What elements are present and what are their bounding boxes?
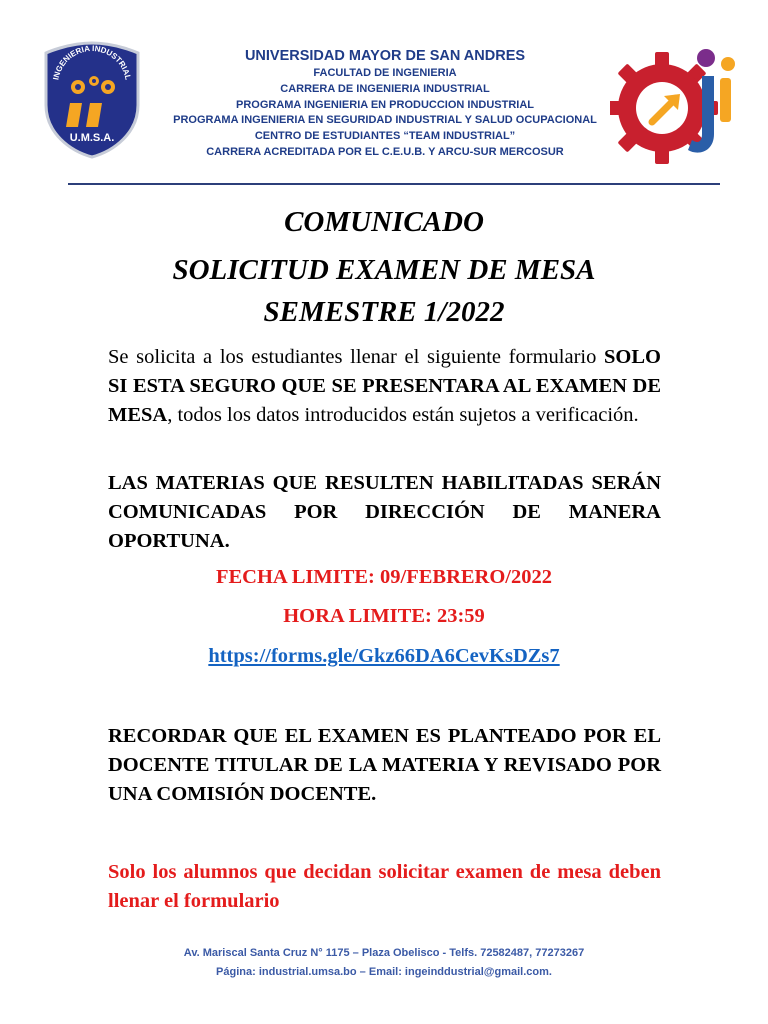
university-name: UNIVERSIDAD MAYOR DE SAN ANDRES [244, 48, 526, 64]
recordar-paragraph: RECORDAR QUE EL EXAMEN ES PLANTEADO POR EL DOCENTE TITULAR DE LA MATERIA Y REVISADO POR UNA COMISIÓN DOCENTE. [108, 725, 661, 805]
header-divider [68, 183, 720, 185]
footer-address: Av. Mariscal Santa Cruz N° 1175 – Plaza Obelisco - Telfs. 72582487, 77273267 [183, 947, 585, 959]
logo-bottom-text: U.M.S.A. [69, 132, 115, 144]
letterhead-line: PROGRAMA INGENIERIA EN PRODUCCION INDUSTRIAL [235, 98, 535, 111]
materias-paragraph: LAS MATERIAS QUE RESULTEN HABILITADAS SERÁN COMUNICADAS POR DIRECCIÓN DE MANERA OPORTUNA. [108, 472, 661, 552]
letterhead-line: CENTRO DE ESTUDIANTES “TEAM INDUSTRIAL” [254, 130, 516, 143]
letterhead-line: FACULTAD DE INGENIERIA [313, 67, 457, 79]
title-comunicado: COMUNICADO [284, 206, 484, 238]
umsa-industrial-shield-logo [44, 41, 140, 159]
footer [0, 944, 768, 982]
letterhead-line: CARRERA DE INGENIERIA INDUSTRIAL [280, 82, 490, 95]
title-solicitud: SOLICITUD EXAMEN DE MESA [172, 254, 596, 286]
letterhead-line: PROGRAMA INGENIERIA EN SEGURIDAD INDUSTRIAL Y SALUD OCUPACIONAL [173, 114, 597, 127]
fecha-limite: FECHA LIMITE: 09/FEBRERO/2022 [215, 566, 552, 588]
logo-arc-text: INGENIERIA INDUSTRIAL [51, 43, 133, 81]
instruction-paragraph [108, 343, 661, 430]
gear-arrow-ji-logo [610, 44, 736, 166]
para1-start: Se solicita a los estudiantes llenar el siguiente formulario [108, 346, 605, 368]
form-link-wrapper [0, 645, 768, 668]
letterhead [150, 46, 620, 161]
hora-limite: HORA LIMITE: 23:59 [283, 605, 485, 627]
para1-end: , todos los datos introducidos están sujetos a verificación. [167, 404, 639, 426]
form-link[interactable]: https://forms.gle/Gkz66DA6CevKsDZs7 [208, 645, 560, 667]
title-semestre: SEMESTRE 1/2022 [263, 296, 505, 328]
letterhead-line: CARRERA ACREDITADA POR EL C.E.U.B. Y ARCU-SUR MERCOSUR [206, 145, 564, 158]
footer-contact: Página: industrial.umsa.bo – Email: ingeinddustrial@gmail.com. [216, 966, 552, 978]
solo-alumnos-paragraph: Solo los alumnos que decidan solicitar examen de mesa deben llenar el formulario [108, 861, 661, 912]
para1-bold: SOLO SI ESTA SEGURO QUE SE PRESENTARA AL EXAMEN DE MESA [108, 346, 661, 426]
